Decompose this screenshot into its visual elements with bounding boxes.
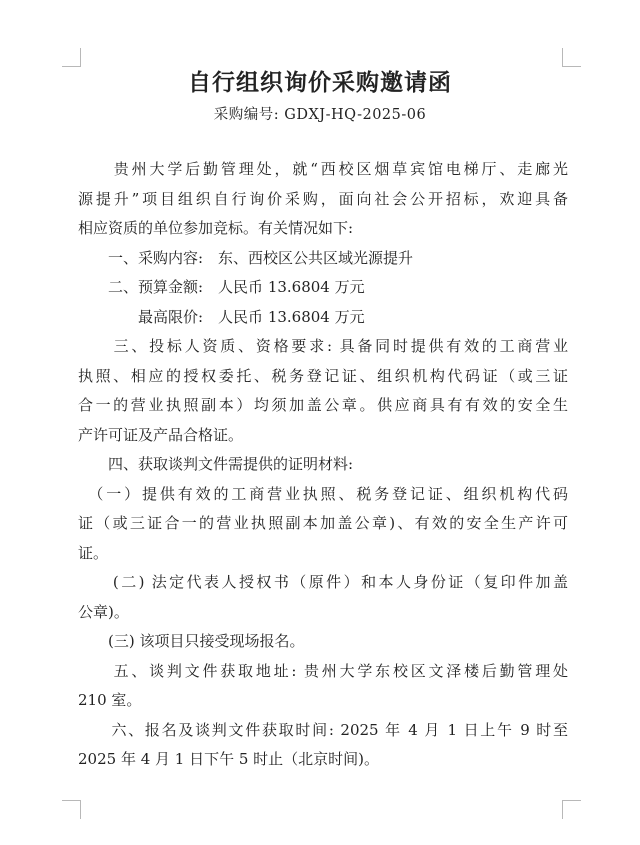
paragraph-line: 公章)。: [78, 602, 129, 621]
paragraph-line: 六、报名及谈判文件获取时间: 2025 年 4 月 1 日上午 9 时至: [78, 720, 568, 739]
paragraph-line: 证。: [78, 543, 109, 562]
list-item: 一、采购内容: 东、西校区公共区域光源提升: [78, 248, 414, 267]
paragraph-line: 2025 年 4 月 1 日下午 5 时止（北京时间)。: [78, 750, 380, 768]
list-item: 四、获取谈判文件需提供的证明材料:: [78, 455, 354, 473]
paragraph-line: 210 室。: [78, 691, 142, 709]
paragraph-line: 证（或三证合一的营业执照副本加盖公章)、有效的安全生产许可: [78, 514, 568, 532]
paragraph-line: 贵州大学后勤管理处，就“西校区烟草宾馆电梯厅、走廊光: [78, 160, 568, 178]
paragraph-line: (二) 法定代表人授权书（原件）和本人身份证（复印件加盖: [78, 573, 568, 591]
document-body: [78, 155, 568, 775]
list-item: 二、预算金额: 人民币 13.6804 万元: [78, 278, 365, 296]
document-title: 自行组织询价采购邀请函: [188, 69, 452, 96]
paragraph-line: 五、谈判文件获取地址: 贵州大学东校区文泽楼后勤管理处: [78, 661, 568, 680]
margin-corner-mark: [62, 800, 81, 819]
procurement-number: 采购编号: GDXJ-HQ-2025-06: [213, 107, 427, 123]
paragraph-line: 执照、相应的授权委托、税务登记证、组织机构代码证（或三证: [78, 366, 568, 385]
paragraph-line: 合一的营业执照副本）均须加盖公章。供应商具有有效的安全生: [78, 396, 568, 414]
paragraph-line: 产许可证及产品合格证。: [78, 425, 244, 444]
paragraph-line: 相应资质的单位参加竞标。有关情况如下:: [78, 219, 354, 237]
paragraph-line: 源提升”项目组织自行询价采购，面向社会公开招标，欢迎具备: [78, 189, 568, 208]
list-item: 最高限价: 人民币 13.6804 万元: [78, 307, 365, 326]
list-item: (三) 该项目只接受现场报名。: [78, 632, 305, 650]
paragraph-line: （一）提供有效的工商营业执照、税务登记证、组织机构代码: [78, 484, 568, 503]
margin-corner-mark: [562, 800, 581, 819]
paragraph-line: 三、投标人资质、资格要求: 具备同时提供有效的工商营业: [78, 337, 568, 355]
